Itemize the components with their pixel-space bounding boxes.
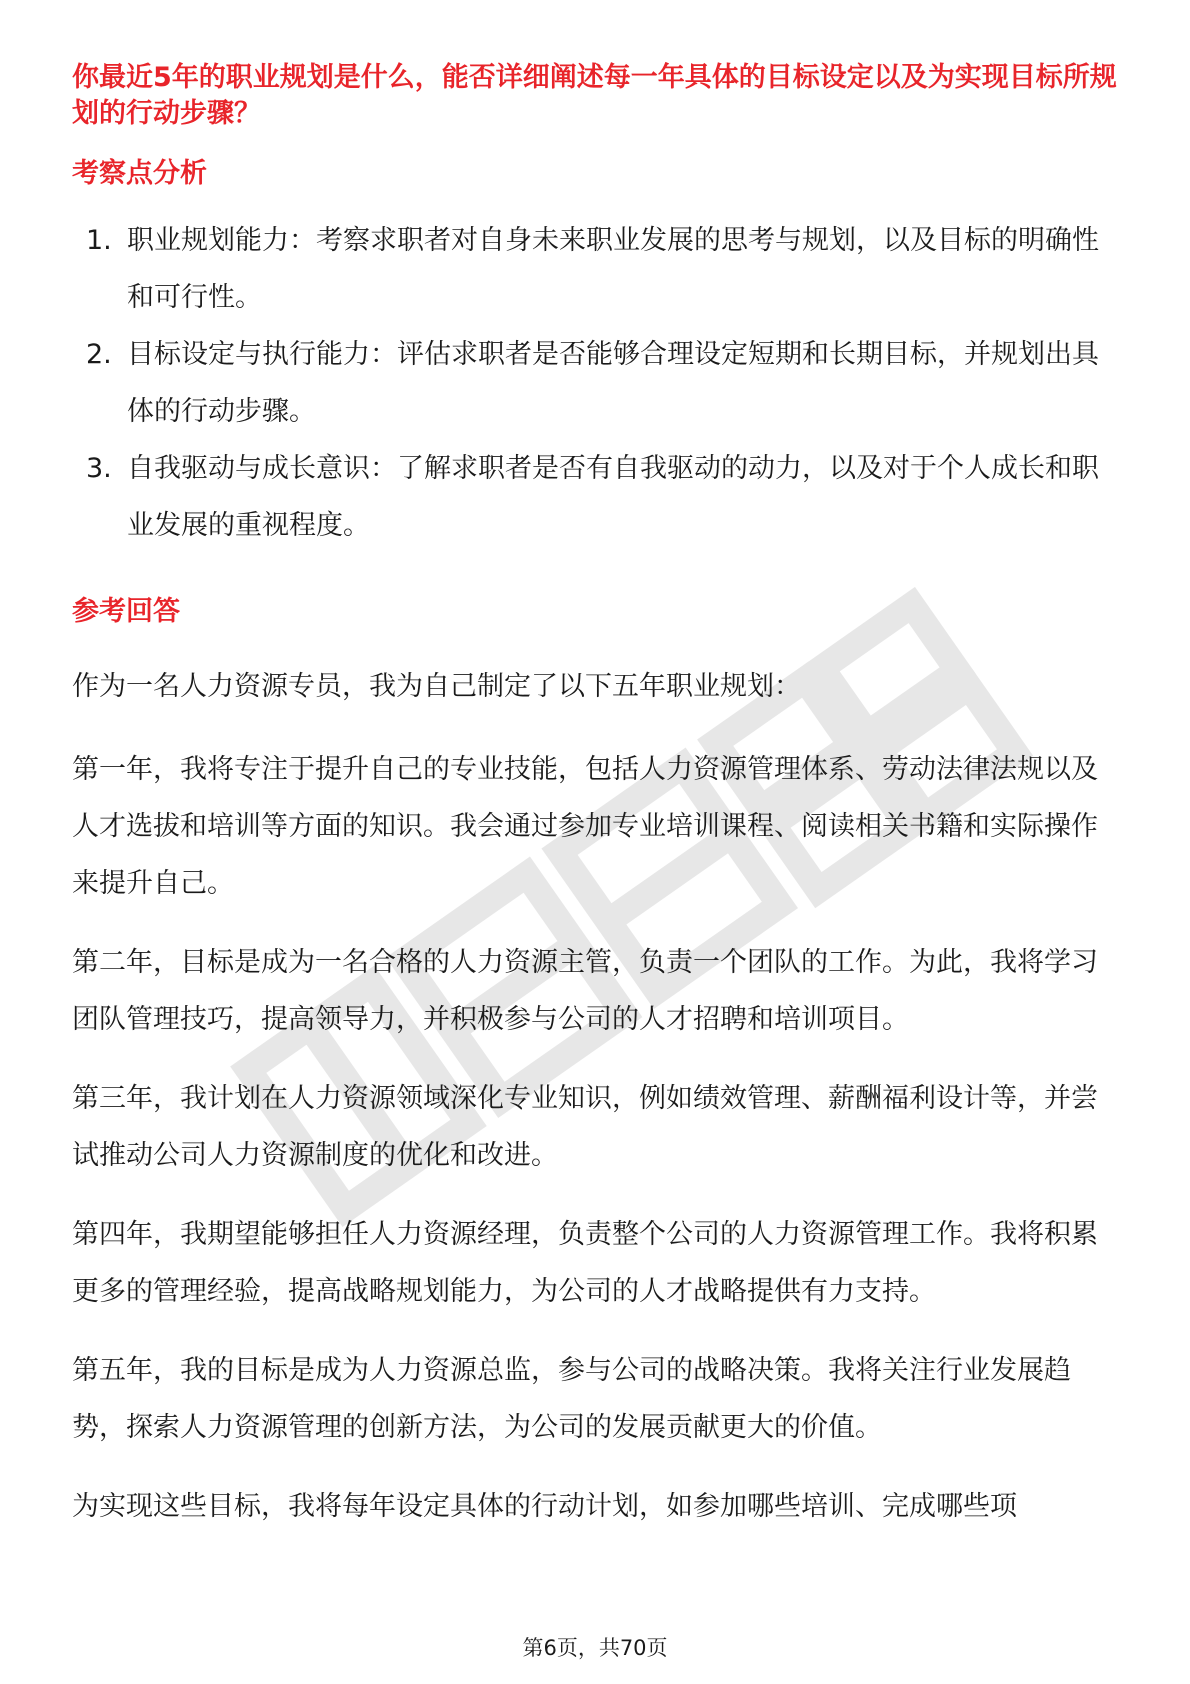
list-item-text: 目标设定与执行能力：评估求职者是否能够合理设定短期和长期目标，并规划出具体的行动步骤。 [127, 339, 1099, 427]
list-item-number: 2. [86, 339, 112, 370]
list-item [72, 440, 1122, 554]
answer-paragraph: 第二年，目标是成为一名合格的人力资源主管，负责一个团队的工作。为此，我将学习团队管理技巧，提高领导力，并积极参与公司的人才招聘和培训项目。 [72, 947, 1098, 1035]
list-item-text: 自我驱动与成长意识：了解求职者是否有自我驱动的动力，以及对于个人成长和职业发展的重视程度。 [127, 453, 1099, 541]
answer-paragraph: 第一年，我将专注于提升自己的专业技能，包括人力资源管理体系、劳动法律法规以及人才选拔和培训等方面的知识。我会通过参加专业培训课程、阅读相关书籍和实际操作来提升自己。 [72, 754, 1098, 899]
answer-paragraph: 为实现这些目标，我将每年设定具体的行动计划，如参加哪些培训、完成哪些项 [72, 1491, 1017, 1522]
analysis-points [72, 212, 1122, 554]
answer-intro: 作为一名人力资源专员，我为自己制定了以下五年职业规划： [72, 671, 801, 702]
list-item-number: 1. [86, 225, 112, 256]
answer-paragraph: 第五年，我的目标是成为人力资源总监，参与公司的战略决策。我将关注行业发展趋势，探索人力资源管理的创新方法，为公司的发展贡献更大的价值。 [72, 1355, 1071, 1443]
list-item-text: 职业规划能力：考察求职者对自身未来职业发展的思考与规划，以及目标的明确性和可行性。 [127, 225, 1099, 313]
list-item [72, 212, 1122, 326]
answer-heading: 参考回答 [72, 596, 180, 627]
question-title: 你最近5年的职业规划是什么，能否详细阐述每一年具体的目标设定以及为实现目标所规划的行动步骤？ [72, 62, 1117, 129]
document-page [72, 60, 1122, 1535]
answer-paragraph: 第三年，我计划在人力资源领域深化专业知识，例如绩效管理、薪酬福利设计等，并尝试推动公司人力资源制度的优化和改进。 [72, 1083, 1098, 1171]
list-item [72, 326, 1122, 440]
list-item-number: 3. [86, 453, 112, 484]
page-footer: 第6页，共70页 [522, 1636, 668, 1660]
answer-paragraph: 第四年，我期望能够担任人力资源经理，负责整个公司的人力资源管理工作。我将积累更多的管理经验，提高战略规划能力，为公司的人才战略提供有力支持。 [72, 1219, 1098, 1307]
analysis-heading: 考察点分析 [72, 158, 207, 189]
